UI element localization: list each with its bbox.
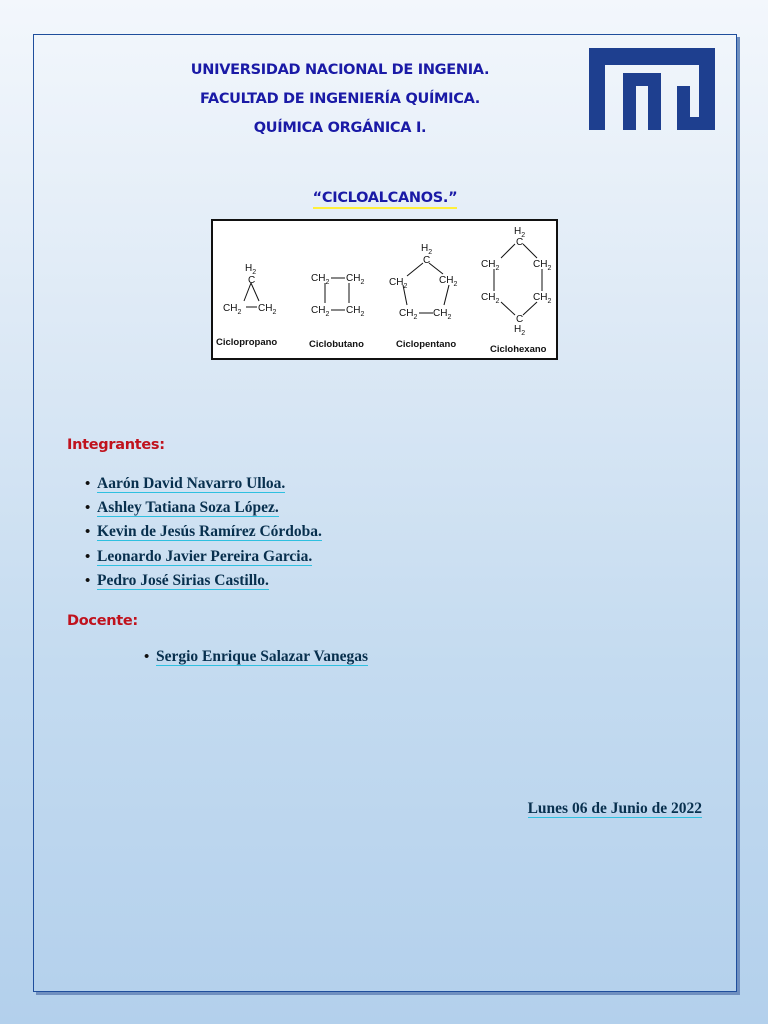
atom-label: $CH_2$ xyxy=(439,275,458,288)
atom-label: $CH_2$ xyxy=(399,308,418,321)
atom-label: C xyxy=(423,255,431,266)
atom-label: $CH_2$ xyxy=(481,292,500,305)
faculty-name: FACULTAD DE INGENIERÍA QUÍMICA. xyxy=(199,91,481,107)
list-item xyxy=(67,496,322,520)
cyclopropane-structure xyxy=(244,283,259,307)
atom-label: $H_2$ xyxy=(514,324,526,337)
uni-logo-icon xyxy=(589,48,715,130)
atom-label: $H_2$ xyxy=(245,263,257,276)
atom-label: $CH_2$ xyxy=(389,277,408,290)
cyclopropane-atoms xyxy=(223,263,276,316)
atom-label: $CH_2$ xyxy=(433,308,452,321)
atom-label: C xyxy=(516,237,524,248)
list-item xyxy=(67,472,322,496)
member-name: Pedro José Sirias Castillo. xyxy=(97,571,269,589)
course-name: QUÍMICA ORGÁNICA I. xyxy=(253,120,427,136)
header xyxy=(140,56,540,143)
atom-label: C xyxy=(516,314,524,325)
atom-label: $CH_2$ xyxy=(481,259,500,272)
member-name: Leonardo Javier Pereira Garcia. xyxy=(97,547,313,565)
member-name: Ashley Tatiana Soza López. xyxy=(97,499,279,517)
member-name: Kevin de Jesús Ramírez Córdoba. xyxy=(97,523,322,541)
teacher-name: Sergio Enrique Salazar Vanegas xyxy=(156,648,369,665)
atom-label: $CH_2$ xyxy=(311,273,330,286)
cyclohexane-structure xyxy=(494,244,542,315)
atom-label: $H_2$ xyxy=(421,243,433,256)
list-item xyxy=(67,520,322,544)
atom-label: $CH_2$ xyxy=(533,292,552,305)
atom-label: $CH_2$ xyxy=(258,303,277,316)
structure-name: Ciclohexano xyxy=(490,344,547,355)
cyclopentane-atoms xyxy=(389,243,457,321)
document-date: Lunes 06 de Junio de 2022 xyxy=(527,800,702,817)
cyclohexane-atoms xyxy=(481,226,551,337)
atom-label: $CH_2$ xyxy=(311,305,330,318)
member-name: Aarón David Navarro Ulloa. xyxy=(97,475,286,492)
cyclobutane-atoms xyxy=(311,273,364,318)
members-heading: Integrantes: xyxy=(67,437,165,453)
atom-label: $H_2$ xyxy=(514,226,526,239)
list-item xyxy=(126,645,368,669)
atom-label: $CH_2$ xyxy=(346,273,365,286)
atom-label: $CH_2$ xyxy=(346,305,365,318)
document-title: “CICLOALCANOS.” xyxy=(200,190,570,206)
structure-name: Ciclobutano xyxy=(309,339,364,350)
university-name: UNIVERSIDAD NACIONAL DE INGENIA. xyxy=(190,62,490,78)
list-item xyxy=(67,545,322,569)
atom-label: C xyxy=(248,275,256,286)
list-item xyxy=(67,569,322,593)
teacher-heading: Docente: xyxy=(67,613,138,629)
members-list xyxy=(67,472,322,593)
teacher-list xyxy=(126,645,368,669)
structure-name: Ciclopentano xyxy=(396,339,457,350)
cyclopentane-structure xyxy=(403,263,449,313)
atom-label: $CH_2$ xyxy=(223,303,242,316)
cycloalkane-structures xyxy=(211,219,558,360)
atom-label: $CH_2$ xyxy=(533,259,552,272)
structure-name: Ciclopropano xyxy=(216,337,278,348)
